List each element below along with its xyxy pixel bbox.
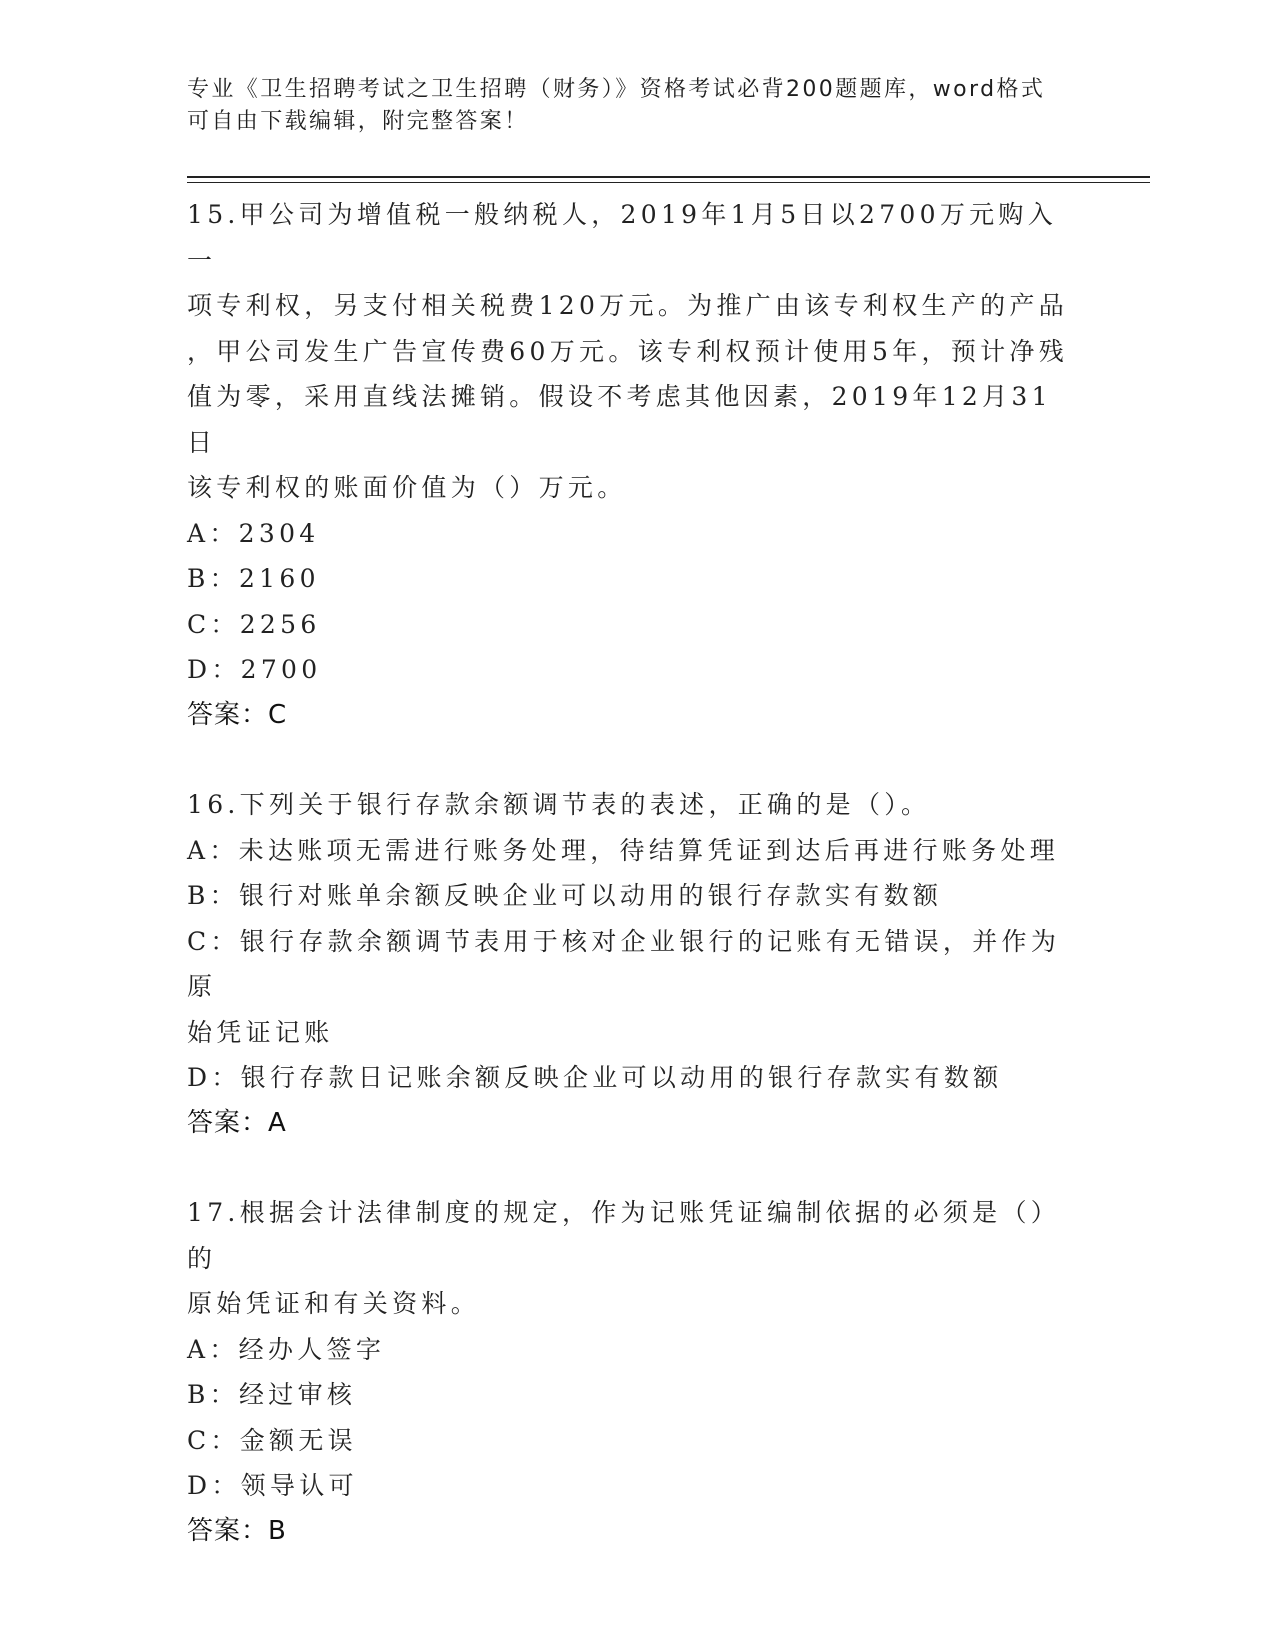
option-a: A：未达账项无需进行账务处理，待结算凭证到达后再进行账务处理 bbox=[187, 835, 1060, 865]
question-stem-line: 原始凭证和有关资料。 bbox=[187, 1289, 481, 1318]
question-17 bbox=[187, 1190, 1077, 1554]
header-line-2: 可自由下载编辑，附完整答案！ bbox=[187, 109, 529, 134]
option-b: B：银行对账单余额反映企业可以动用的银行存款实有数额 bbox=[187, 881, 943, 910]
option-d: D：领导认可 bbox=[187, 1471, 358, 1500]
option-b: B：经过审核 bbox=[187, 1380, 357, 1409]
option-c: C：银行存款余额调节表用于核对企业银行的记账有无错误，并作为原 bbox=[187, 926, 1061, 1001]
option-a: A：2304 bbox=[187, 518, 320, 548]
option-d: D：银行存款日记账余额反映企业可以动用的银行存款实有数额 bbox=[187, 1063, 1003, 1092]
answer-label: 答案：C bbox=[187, 699, 288, 730]
question-stem-line: 16.下列关于银行存款余额调节表的表述，正确的是（）。 bbox=[187, 790, 931, 819]
question-16 bbox=[187, 782, 1077, 1146]
answer-label: 答案：B bbox=[187, 1515, 287, 1546]
question-stem-line: 项专利权，另支付相关税费120万元。为推广由该专利权生产的产品 bbox=[187, 291, 1069, 320]
question-stem-line: 值为零，采用直线法摊销。假设不考虑其他因素，2019年12月31日 bbox=[187, 382, 1052, 457]
question-stem-line: ，甲公司发生广告宣传费60万元。该专利权预计使用5年，预计净残 bbox=[187, 336, 1069, 366]
question-15 bbox=[187, 192, 1077, 738]
option-c-continued: 始凭证记账 bbox=[187, 1017, 334, 1047]
option-c: C：2256 bbox=[187, 609, 321, 639]
document-header bbox=[187, 74, 1067, 138]
answer-label: 答案：A bbox=[187, 1107, 287, 1138]
header-divider-thick bbox=[187, 176, 1150, 178]
option-b: B：2160 bbox=[187, 564, 320, 593]
option-a: A：经办人签字 bbox=[187, 1334, 386, 1364]
question-stem-line: 15.甲公司为增值税一般纳税人，2019年1月5日以2700万元购入一 bbox=[187, 200, 1058, 275]
question-stem-line: 17.根据会计法律制度的规定，作为记账凭证编制依据的必须是（）的 bbox=[187, 1198, 1061, 1273]
option-d: D：2700 bbox=[187, 655, 322, 684]
header-line-1: 专业《卫生招聘考试之卫生招聘（财务）》资格考试必背200题题库，word格式 bbox=[187, 77, 1046, 102]
question-stem-line: 该专利权的账面价值为（）万元。 bbox=[187, 473, 627, 502]
question-list bbox=[187, 192, 1077, 1598]
header-divider-thin bbox=[187, 182, 1150, 183]
option-c: C：金额无误 bbox=[187, 1425, 357, 1455]
